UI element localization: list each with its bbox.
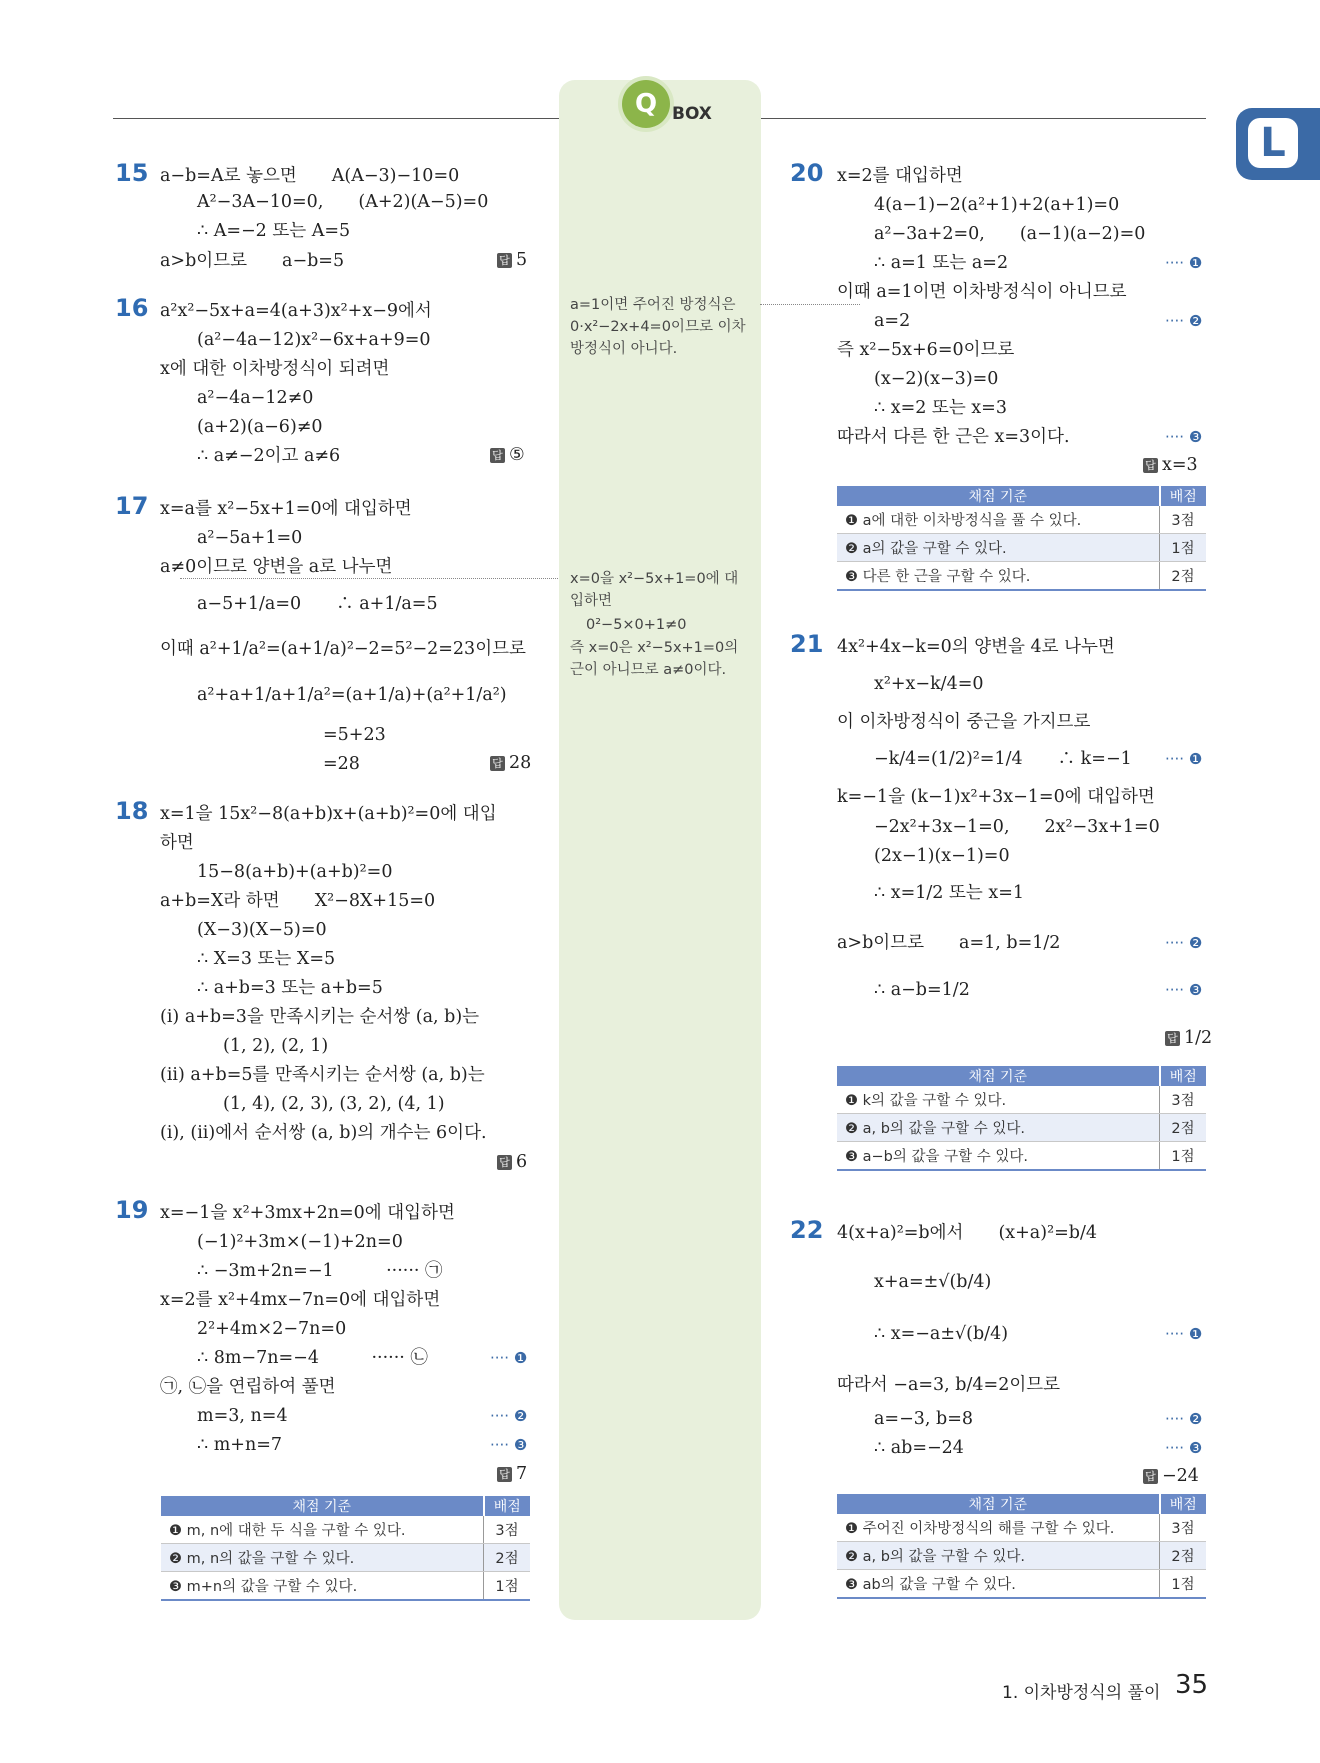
q-box-label: BOX: [672, 104, 712, 124]
step-marker: ···· ❸: [1165, 428, 1203, 446]
answer-icon: 답: [1143, 1469, 1158, 1484]
solution-line: a²−3a+2=0, (a−1)(a−2)=0: [874, 224, 1146, 244]
scoring-table: [837, 486, 1206, 591]
solution-line: ∴ ab=−24: [874, 1438, 964, 1458]
chapter-title: 1. 이차방정식의 풀이: [1002, 1683, 1161, 1703]
solution-line: ∴ x=1/2 또는 x=1: [874, 883, 1024, 903]
solution-line: a²x²−5x+a=4(a+3)x²+x−9에서: [160, 301, 432, 321]
problem-number: 18: [115, 797, 149, 825]
solution-line: ㉠, ㉡을 연립하여 풀면: [160, 1377, 336, 1397]
solution-line: 즉 x²−5x+6=0이므로: [837, 340, 1015, 360]
solution-line: A²−3A−10=0, (A+2)(A−5)=0: [197, 192, 489, 212]
table-row: ❸ 다른 한 근을 구할 수 있다. 2점: [837, 562, 1206, 591]
solution-line: a>b이므로 a−b=5: [160, 251, 345, 271]
step-marker: ···· ❷: [490, 1407, 528, 1425]
problem-number: 20: [790, 159, 824, 187]
table-row: ❷ a, b의 값을 구할 수 있다. 2점: [837, 1114, 1206, 1142]
solution-line: a=2: [874, 311, 911, 331]
problem-number: 19: [115, 1196, 149, 1224]
answer-icon: 답: [490, 756, 505, 771]
note-connector: [180, 578, 558, 579]
problem-number: 15: [115, 159, 149, 187]
answer: 답 −24: [1143, 1466, 1199, 1486]
problem-number: 16: [115, 294, 149, 322]
solution-line: (2x−1)(x−1)=0: [874, 846, 1010, 866]
solution-line: −k/4=(1/2)²=1/4 ∴ k=−1: [874, 749, 1132, 769]
solution-line: 이때 a²+1/a²=(a+1/a)²−2=5²−2=23이므로: [160, 639, 526, 659]
solution-line: x²+x−k/4=0: [874, 674, 984, 694]
solution-line: a+b=X라 하면 X²−8X+15=0: [160, 891, 436, 911]
solution-line: (x−2)(x−3)=0: [874, 369, 999, 389]
step-marker: ···· ❶: [1165, 750, 1203, 768]
answer: 답 ⑤: [490, 445, 525, 465]
problem-number: 21: [790, 630, 824, 658]
note-17a: x=0을 x²−5x+1=0에 대입하면: [570, 571, 739, 609]
solution-line: x=−1을 x²+3mx+2n=0에 대입하면: [160, 1203, 455, 1223]
solution-line: =5+23: [323, 725, 386, 745]
solution-line: ∴ a+b=3 또는 a+b=5: [197, 978, 383, 998]
solution-line: ∴ x=−a±√(b/4): [874, 1324, 1009, 1344]
step-marker: ···· ❸: [490, 1436, 528, 1454]
solution-line: (1, 2), (2, 1): [223, 1036, 329, 1056]
solution-line: x=2를 대입하면: [837, 166, 963, 186]
solution-line: 4x²+4x−k=0의 양변을 4로 나누면: [837, 637, 1115, 657]
solution-line: −2x²+3x−1=0, 2x²−3x+1=0: [874, 817, 1160, 837]
solution-line: a>b이므로 a=1, b=1/2: [837, 933, 1061, 953]
solution-line: x=2를 x²+4mx−7n=0에 대입하면: [160, 1290, 441, 1310]
solution-line: x+a=±√(b/4): [874, 1272, 992, 1292]
answer: 답 5: [497, 250, 527, 270]
note-16: a=1이면 주어진 방정식은 0·x²−2x+4=0이므로 이차방정식이 아니다.: [570, 297, 746, 357]
table-header: 배점: [1160, 486, 1207, 506]
solution-line: ∴ m+n=7: [197, 1435, 283, 1455]
table-row: ❸ ab의 값을 구할 수 있다. 1점: [837, 1570, 1206, 1599]
answer-icon: 답: [497, 1155, 512, 1170]
step-marker: ···· ❸: [1165, 1439, 1203, 1457]
table-header: 배점: [1160, 1066, 1207, 1086]
table-row: ❷ m, n의 값을 구할 수 있다. 2점: [161, 1544, 530, 1572]
table-row: ❶ k의 값을 구할 수 있다. 3점: [837, 1086, 1206, 1114]
solution-line: ∴ X=3 또는 X=5: [197, 949, 336, 969]
table-row: ❸ a−b의 값을 구할 수 있다. 1점: [837, 1142, 1206, 1171]
table-header: 채점 기준: [837, 486, 1160, 506]
solution-line: =28: [323, 754, 360, 774]
table-header: 배점: [1160, 1494, 1207, 1514]
solution-line: (i) a+b=3을 만족시키는 순서쌍 (a, b)는: [160, 1007, 480, 1027]
table-row: ❶ a에 대한 이차방정식을 풀 수 있다. 3점: [837, 506, 1206, 534]
answer-icon: 답: [497, 1467, 512, 1482]
answer: 답 6: [497, 1152, 527, 1172]
solution-line: ∴ 8m−7n=−4 ······ ㉡: [197, 1348, 428, 1368]
solution-line: k=−1을 (k−1)x²+3x−1=0에 대입하면: [837, 787, 1155, 807]
table-row: ❷ a, b의 값을 구할 수 있다. 2점: [837, 1542, 1206, 1570]
table-row: ❷ a의 값을 구할 수 있다. 1점: [837, 534, 1206, 562]
solution-line: ∴ a≠−2이고 a≠6: [197, 446, 341, 466]
top-rule-left: [113, 118, 559, 119]
solution-line: 하면: [160, 833, 194, 853]
solution-line: 따라서 −a=3, b/4=2이므로: [837, 1375, 1061, 1395]
solution-line: x=a를 x²−5x+1=0에 대입하면: [160, 499, 412, 519]
table-row: ❶ m, n에 대한 두 식을 구할 수 있다. 3점: [161, 1516, 530, 1544]
solution-line: ∴ A=−2 또는 A=5: [197, 221, 351, 241]
solution-line: (a+2)(a−6)≠0: [197, 417, 323, 437]
solution-line: 따라서 다른 한 근은 x=3이다.: [837, 427, 1070, 447]
solution-line: 15−8(a+b)+(a+b)²=0: [197, 862, 393, 882]
problem-number: 22: [790, 1216, 824, 1244]
scoring-table: [837, 1066, 1206, 1171]
answer-icon: 답: [1143, 458, 1158, 473]
chapter-tab-letter: L: [1248, 118, 1298, 168]
solution-line: (a²−4a−12)x²−6x+a+9=0: [197, 330, 431, 350]
solution-line: m=3, n=4: [197, 1406, 288, 1426]
solution-line: ∴ a−b=1/2: [874, 980, 970, 1000]
table-header: 채점 기준: [837, 1066, 1160, 1086]
answer-icon: 답: [1165, 1031, 1180, 1046]
step-marker: ···· ❷: [1165, 312, 1203, 330]
page-number: 35: [1175, 1670, 1209, 1700]
solution-line: ∴ a=1 또는 a=2: [874, 253, 1009, 273]
solution-line: a≠0이므로 양변을 a로 나누면: [160, 557, 393, 577]
step-marker: ···· ❷: [1165, 1410, 1203, 1428]
scoring-table: [161, 1496, 530, 1601]
q-box-icon: Q: [622, 80, 670, 128]
answer: 답 28: [490, 753, 531, 773]
table-row: ❶ 주어진 이차방정식의 해를 구할 수 있다. 3점: [837, 1514, 1206, 1542]
solution-line: (i), (ii)에서 순서쌍 (a, b)의 개수는 6이다.: [160, 1123, 487, 1143]
solution-line: (ii) a+b=5를 만족시키는 순서쌍 (a, b)는: [160, 1065, 485, 1085]
problem-number: 17: [115, 492, 149, 520]
table-header: 채점 기준: [161, 1496, 484, 1516]
table-row: ❸ m+n의 값을 구할 수 있다. 1점: [161, 1572, 530, 1601]
solution-line: x에 대한 이차방정식이 되려면: [160, 359, 390, 379]
solution-line: a=−3, b=8: [874, 1409, 974, 1429]
note-17b: 0²−5×0+1≠0: [586, 617, 687, 633]
solution-line: ∴ x=2 또는 x=3: [874, 398, 1007, 418]
solution-line: 이때 a=1이면 이차방정식이 아니므로: [837, 282, 1127, 302]
step-marker: ···· ❶: [1165, 1325, 1203, 1343]
solution-line: x=1을 15x²−8(a+b)x+(a+b)²=0에 대입: [160, 804, 497, 824]
solution-line: 4(a−1)−2(a²+1)+2(a+1)=0: [874, 195, 1120, 215]
step-marker: ···· ❷: [1165, 934, 1203, 952]
solution-line: 4(x+a)²=b에서 (x+a)²=b/4: [837, 1223, 1097, 1243]
step-marker: ···· ❸: [1165, 981, 1203, 999]
solution-line: a²−4a−12≠0: [197, 388, 314, 408]
top-rule-right: [761, 118, 1206, 119]
step-marker: ···· ❶: [490, 1349, 528, 1367]
solution-line: 이 이차방정식이 중근을 가지므로: [837, 712, 1091, 732]
answer: 답 1/2: [1165, 1028, 1212, 1048]
table-header: 배점: [484, 1496, 531, 1516]
solution-line: (X−3)(X−5)=0: [197, 920, 327, 940]
answer: 답 x=3: [1143, 455, 1198, 475]
answer-icon: 답: [497, 253, 512, 268]
note-connector: [760, 304, 860, 305]
scoring-table: [837, 1494, 1206, 1599]
solution-line: 2²+4m×2−7n=0: [197, 1319, 347, 1339]
answer: 답 7: [497, 1464, 527, 1484]
solution-line: ∴ −3m+2n=−1 ······ ㉠: [197, 1261, 443, 1281]
solution-line: a−5+1/a=0 ∴ a+1/a=5: [197, 594, 438, 614]
chapter-tab: [1236, 108, 1320, 180]
solution-line: a−b=A로 놓으면 A(A−3)−10=0: [160, 166, 460, 186]
solution-line: a²+a+1/a+1/a²=(a+1/a)+(a²+1/a²): [197, 685, 507, 705]
step-marker: ···· ❶: [1165, 254, 1203, 272]
solution-line: (−1)²+3m×(−1)+2n=0: [197, 1232, 403, 1252]
table-header: 채점 기준: [837, 1494, 1160, 1514]
note-17c: 즉 x=0은 x²−5x+1=0의 근이 아니므로 a≠0이다.: [570, 640, 739, 678]
answer-icon: 답: [490, 448, 505, 463]
solution-line: a²−5a+1=0: [197, 528, 303, 548]
solution-line: (1, 4), (2, 3), (3, 2), (4, 1): [223, 1094, 445, 1114]
